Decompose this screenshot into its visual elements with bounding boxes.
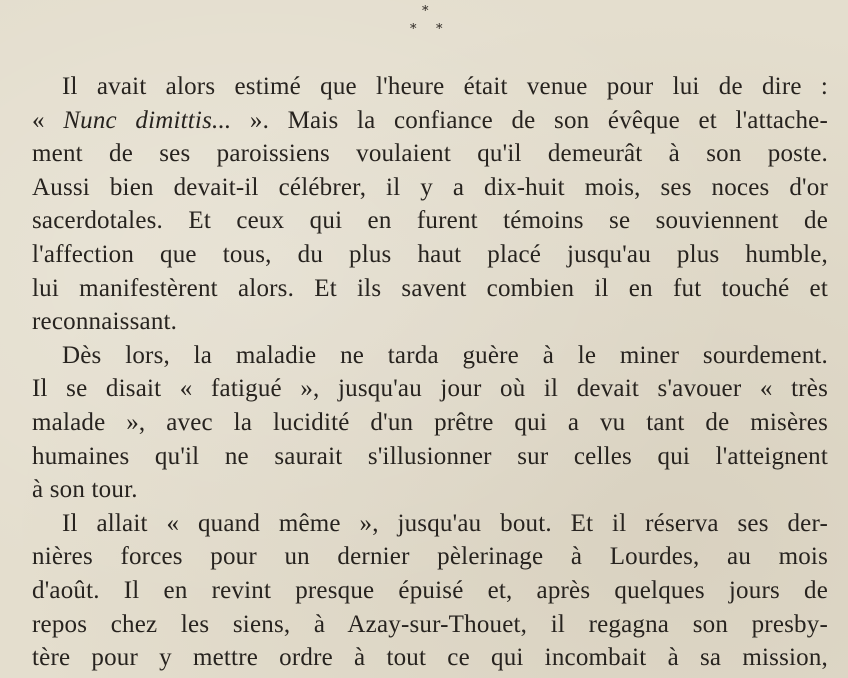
- text-line: tère pour y mettre ordre à tout ce qui incombait à sa mission,: [32, 644, 828, 672]
- text-line: nières forces pour un dernier pèlerinage à Lourdes, au mois: [32, 543, 828, 571]
- text-line: ment de ses paroissiens voulaient qu'il demeurât à son poste.: [32, 140, 828, 168]
- text-line: Dès lors, la maladie ne tarda guère à le miner sourdement.: [62, 341, 828, 369]
- text-line: sacerdotales. Et ceux qui en furent témoins se souviennent de: [32, 207, 828, 235]
- asterism-ornament: [400, 4, 456, 40]
- text-line: repos chez les siens, à Azay-sur-Thouet, il regagna son presby-: [32, 610, 828, 638]
- text-line: d'août. Il en revint presque épuisé et, après quelques jours de: [32, 576, 828, 604]
- text-line: « Nunc dimittis... ». Mais la confiance de son évêque et l'attache-: [32, 106, 828, 134]
- text-line: reconnaissant.: [32, 308, 178, 336]
- text-line: malade », avec la lucidité d'un prêtre qui a vu tant de misères: [32, 408, 828, 436]
- text-line: l'affection que tous, du plus haut placé jusqu'au plus humble,: [32, 240, 828, 268]
- star-icon: *: [410, 22, 417, 37]
- text-line: Aussi bien devait-il célébrer, il y a dix-huit mois, ses noces d'or: [32, 173, 828, 201]
- text-line: Il se disait « fatigué », jusqu'au jour où il devait s'avouer « très: [32, 375, 828, 403]
- text-line: Il allait « quand même », jusqu'au bout. Et il réserva ses der-: [62, 509, 828, 537]
- text-line: Il avait alors estimé que l'heure était venue pour lui de dire :: [62, 73, 828, 100]
- text-line: à son tour.: [32, 476, 138, 504]
- text-line: lui manifestèrent alors. Et ils savent combien il en fut touché et: [32, 274, 828, 302]
- body-text: [32, 70, 828, 675]
- star-icon: *: [422, 4, 429, 19]
- text-line: humaines qu'il ne saurait s'illusionner sur celles qui l'atteignent: [32, 442, 828, 470]
- star-icon: *: [436, 22, 443, 37]
- latin-quote: Nunc dimittis...: [63, 106, 232, 134]
